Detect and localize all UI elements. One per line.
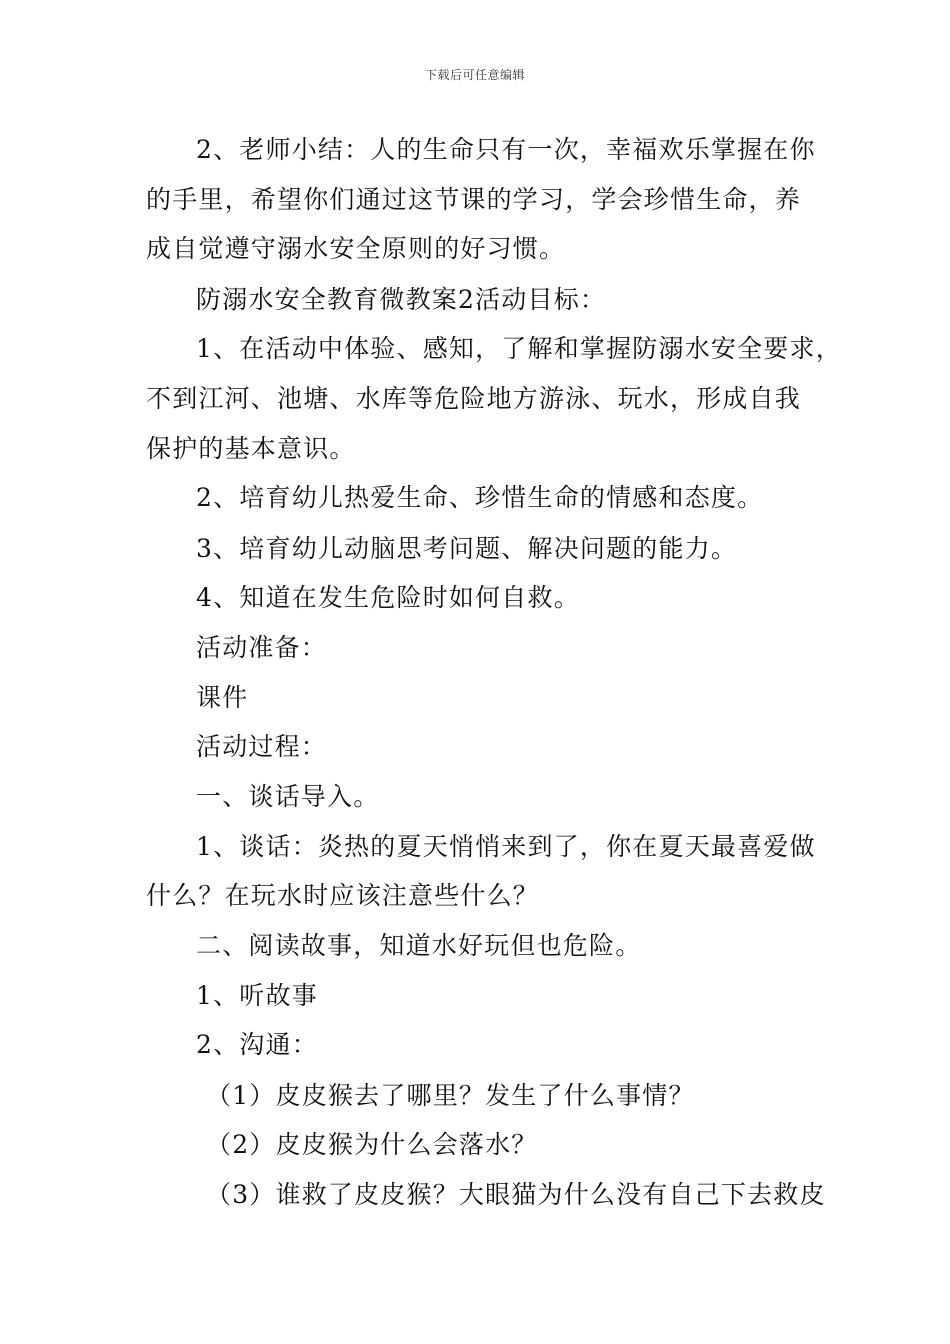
paragraph-line: 什么？在玩水时应该注意些什么？	[146, 881, 540, 910]
paragraph-line: 保护的基本意识。	[146, 434, 356, 463]
question-line: （3）谁救了皮皮猴？大眼猫为什么没有自己下去救皮	[206, 1180, 826, 1209]
section-heading: 二、阅读故事，知道水好玩但也危险。	[196, 931, 642, 960]
section-heading: 一、谈话导入。	[196, 782, 380, 811]
paragraph-line: 的手里，希望你们通过这节课的学习，学会珍惜生命，养	[146, 185, 802, 214]
paragraph-line: 1、谈话：炎热的夏天悄悄来到了，你在夏天最喜爱做	[196, 832, 816, 861]
paragraph-line: 3、培育幼儿动脑思考问题、解决问题的能力。	[196, 534, 738, 563]
paragraph-line: 2、沟通：	[196, 1030, 318, 1059]
paragraph-line: 2、培育幼儿热爱生命、珍惜生命的情感和态度。	[196, 483, 764, 512]
paragraph-line: 1、听故事	[196, 981, 318, 1010]
paragraph-line: 1、在活动中体验、感知，了解和掌握防溺水安全要求，	[196, 334, 842, 363]
section-heading: 防溺水安全教育微教案2活动目标：	[196, 285, 607, 314]
paragraph-line: 成自觉遵守溺水安全原则的好习惯。	[146, 234, 566, 263]
page-header: 下载后可任意编辑	[424, 68, 525, 82]
question-line: （2）皮皮猴为什么会落水？	[206, 1130, 538, 1159]
section-heading: 活动准备：	[196, 633, 328, 662]
paragraph-line: 4、知道在发生危险时如何自救。	[196, 583, 580, 612]
paragraph-line: 不到江河、池塘、水库等危险地方游泳、玩水，形成自我	[146, 384, 802, 413]
paragraph-line: 课件	[196, 683, 249, 712]
question-line: （1）皮皮猴去了哪里？发生了什么事情？	[206, 1081, 695, 1110]
paragraph-line: 2、老师小结：人的生命只有一次，幸福欢乐掌握在你	[196, 135, 816, 164]
section-heading: 活动过程：	[196, 732, 328, 761]
